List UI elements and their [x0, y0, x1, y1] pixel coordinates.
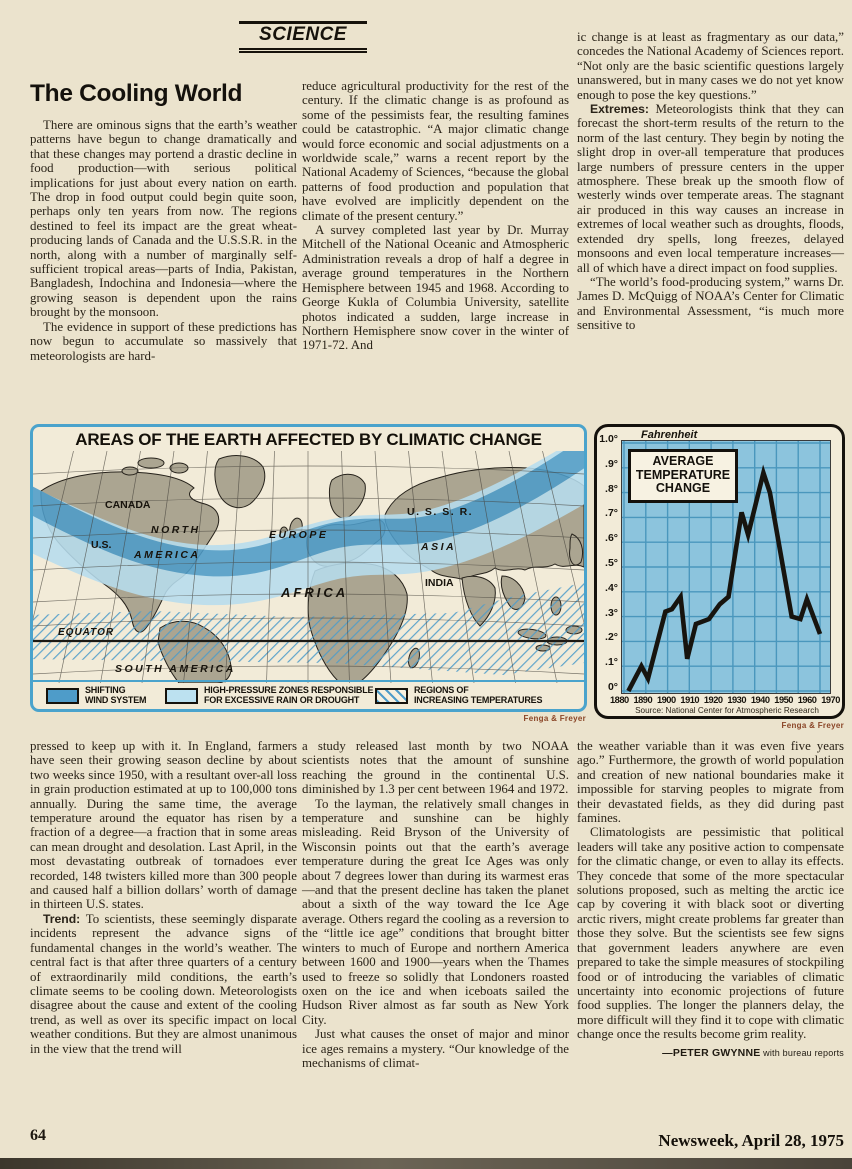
hatched-swatch [375, 688, 408, 704]
map-label-africa: AFRICA [281, 585, 349, 600]
y-tick-label: .1° [605, 656, 618, 669]
light-blue-swatch [165, 688, 198, 704]
map-label-canada: CANADA [105, 499, 151, 511]
legend-item-increasing-temps: REGIONS OF INCREASING TEMPERATURES [375, 686, 542, 705]
y-tick-label: .6° [605, 532, 618, 545]
column-1-bottom [30, 739, 297, 1056]
x-tick-label: 1920 [703, 695, 723, 705]
paragraph: Extremes: Meteorologists think that they can forecast the short-term results of the return to the norm of the last century. They begin by noting the slight drop in over-all temperature that produces large numbers of pressure centers in the upper atmosphere. These break up the smooth flow of westerly winds over temperate areas. The stagnant air produced in this way causes an increase in extremes of local weather such as droughts, floods, extended dry spells, long freezes, delayed monsoons and even local temperature increases—all of which have a direct impact on food supplies. [577, 102, 845, 275]
page-number: 64 [30, 1127, 46, 1144]
map-label-south-america: SOUTH AMERICA [115, 663, 236, 675]
paragraph: reduce agricultural productivity for the rest of the century. If the climatic change is as profound as some of the pessimists fear, the resulting famines could be catastrophic. “A major climatic change would force economic and social adjustments on a worldwide scale,” warns a recent report by the National Academy of Sciences, “because the global patterns of food production and population that have evolved are implicitly dependent on the climate of the present century.” [302, 79, 569, 223]
x-tick-label: 1950 [774, 695, 793, 705]
chart-credit: Fenga & Freyer [781, 721, 844, 730]
map-label-north: NORTH [151, 524, 201, 536]
paragraph: pressed to keep up with it. In England, farmers have seen their growing season decline by about two weeks since 1950, with a resultant over-all loss in grain production estimated at up to 100,000 tons annually. During the same time, the average temperature around the equator has risen by a fraction of a degree—a fraction that in some areas can mean drought and desolation. Last April, in the most devastating outbreak of tornadoes ever recorded, 148 twisters killed more than 300 people and caused half a billion dollars’ worth of damage in thirteen U.S. states. [30, 739, 297, 912]
paragraph: The evidence in support of these predictions has now begun to accumulate so massively that meteorologists are hard- [30, 319, 297, 363]
world-map [33, 451, 584, 683]
x-tick-label: 1910 [680, 695, 700, 705]
paragraph: the weather variable than it was even five years ago.” Furthermore, the growth of world population and creation of new national boundaries make it impossible for starving peoples to migrate from their devastated fields, as they did during past famines. [577, 739, 844, 826]
map-label-america: AMERICA [134, 549, 201, 561]
x-tick-label: 1880 [610, 695, 629, 705]
page-edge-shadow [0, 1158, 852, 1169]
legend-item-shifting-wind: SHIFTING WIND SYSTEM [46, 686, 146, 705]
paragraph: Just what causes the onset of major and minor ice ages remains a mystery. “Our knowledge of the mechanisms of climat- [302, 1027, 569, 1070]
section-kicker: SCIENCE [239, 21, 367, 53]
x-tick-label: 1900 [656, 695, 676, 705]
paragraph: ic change is at least as fragmentary as our data,” concedes the National Academy of Sciences report. “Not only are the basic scientific questions largely unanswered, but in many cases we do not yet know enough to pose the key questions.” [577, 30, 844, 102]
paragraph: To the layman, the relatively small changes in temperature and sunshine can be highly misleading. Reid Bryson of the University of Wisconsin points out that the earth’s average temperature during the great Ice Ages was only about 7 degrees lower than during its warmest eras—and that the present decline has taken the planet about a sixth of the way toward the Ice Age average. Others regard the cooling as a reversion to the “little ice age” conditions that brought bitter winters to much of Europe and northern America between 1600 and 1900—years when the Thames used to freeze so solidly that Londoners roasted oxen on the ice and when iceboats sailed the Hudson River almost as far south as New York City. [302, 796, 569, 1027]
chart-title: AVERAGE TEMPERATURE CHANGE [628, 449, 738, 503]
paragraph: a study released last month by two NOAA scientists notes that the amount of sunshine reaching the ground in the continental U.S. diminished by 1.3 per cent between 1964 and 1972. [302, 739, 569, 797]
chart-x-axis-labels [610, 695, 840, 705]
map-label-ussr: U. S. S. R. [407, 506, 474, 518]
y-tick-label: .2° [605, 631, 618, 644]
paragraph: Climatologists are pessimistic that political leaders will take any positive action to compensate for the climatic change, or even to allay its effects. They concede that some of the more spectacular solutions proposed, such as melting the arctic ice cap by covering it with black soot or diverting arctic rivers, might create problems far greater than those they solve. But the scientists see few signs that government leaders anywhere are even prepared to take the simple measures of stockpiling food or of introducing the variables of climatic uncertainty into economic projections of future food supplies. The longer the planners delay, the more difficult will they find it to cope with climatic change once the results become grim reality. [577, 825, 844, 1042]
x-tick-label: 1940 [750, 695, 770, 705]
x-tick-label: 1890 [633, 695, 653, 705]
map-credit: Fenga & Freyer [523, 714, 586, 723]
map-legend [33, 680, 584, 709]
map-label-equator: EQUATOR [58, 627, 115, 638]
map-label-india: INDIA [425, 577, 454, 589]
x-tick-label: 1970 [821, 695, 840, 705]
y-tick-label: 1.0° [599, 433, 618, 445]
column-1-top [30, 118, 297, 363]
paragraph: “The world’s food-producing system,” warns Dr. James D. McQuigg of NOAA’s Center for Climatic and Environmental Assessment, “is much more sensitive to [577, 274, 844, 333]
y-tick-label: .8° [605, 482, 618, 495]
paragraph: Trend: To scientists, these seemingly disparate incidents represent the advance signs of fundamental changes in the world’s weather. The central fact is that after three quarters of a century of extraordinarily mild conditions, the earth’s climate seems to be cooling down. Meteorologists disagree about the cause and extent of the cooling trend, as well as over its specific impact on local weather conditions. But they are almost unanimous in the view that the trend will [30, 911, 297, 1056]
chart-unit-label: Fahrenheit [641, 429, 698, 441]
map-label-europe: EUROPE [269, 529, 329, 541]
y-tick-label: .7° [605, 507, 618, 520]
y-tick-label: .5° [605, 556, 618, 569]
column-2-bottom [302, 739, 569, 1070]
paragraph: A survey completed last year by Dr. Murray Mitchell of the National Oceanic and Atmospheric Administration reveals a drop of half a degree in average ground temperatures in the Northern Hemisphere between 1945 and 1968. According to George Kukla of Columbia University, satellite photos indicated a sudden, large increase in Northern Hemisphere snow cover in the winter of 1971-72. And [302, 223, 569, 353]
solid-blue-swatch [46, 688, 79, 704]
legend-item-high-pressure: HIGH-PRESSURE ZONES RESPONSIBLE FOR EXCESSIVE RAIN OR DROUGHT [165, 686, 373, 705]
y-tick-label: .3° [605, 606, 618, 619]
map-title: AREAS OF THE EARTH AFFECTED BY CLIMATIC CHANGE [75, 430, 542, 449]
byline: —PETER GWYNNE with bureau reports [662, 1046, 844, 1059]
x-tick-label: 1960 [797, 695, 817, 705]
x-tick-label: 1930 [727, 695, 747, 705]
column-3-bottom [577, 739, 844, 1060]
y-tick-label: .4° [605, 581, 618, 594]
temperature-chart-figure [594, 424, 845, 719]
climate-map-figure [30, 424, 587, 712]
y-tick-label: .9° [605, 457, 618, 470]
column-2-top [302, 79, 569, 353]
map-label-us: U.S. [91, 539, 112, 551]
column-3-top [577, 30, 844, 333]
issue-date: Newsweek, April 28, 1975 [658, 1131, 844, 1150]
y-tick-label: 0° [607, 680, 618, 693]
page-title: The Cooling World [30, 80, 243, 107]
chart-source: Source: National Center for Atmospheric Research [635, 706, 819, 715]
chart-y-axis-labels [597, 434, 618, 692]
map-label-asia: ASIA [421, 541, 457, 553]
paragraph: There are ominous signs that the earth’s weather patterns have begun to change dramatically and that these changes may portend a drastic decline in food production—with serious political implications for just about every nation on earth. The drop in food output could begin quite soon, perhaps only ten years from now. The regions destined to feel its impact are the great wheat-producing lands of Canada and the U.S.S.R. in the north, along with a number of marginally self-sufficient tropical areas—parts of India, Pakistan, Bangladesh, Indochina and Indonesia—where the growing season is dependent upon the rains brought by the monsoon. [30, 118, 297, 320]
